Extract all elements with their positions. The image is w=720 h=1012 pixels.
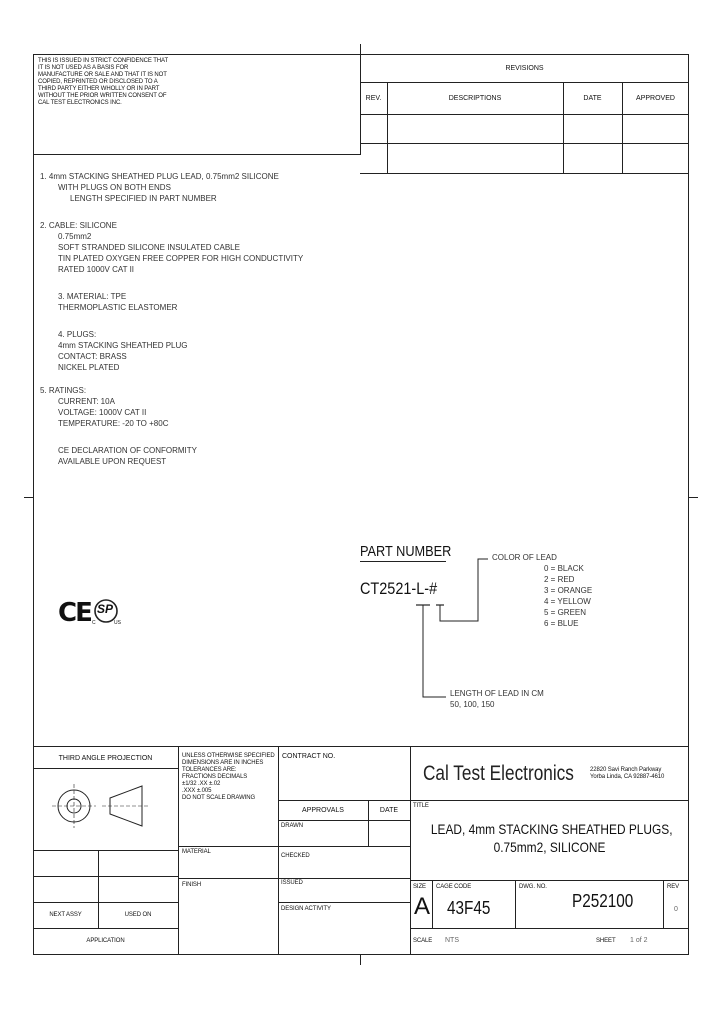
approvals-date-label: DATE	[379, 807, 399, 814]
confidentiality-notice	[38, 58, 168, 107]
title-block-top	[33, 746, 689, 747]
part-number-heading: PART NUMBER	[360, 543, 452, 560]
size-label: SIZE	[413, 884, 426, 890]
approvals-label: APPROVALS	[302, 807, 344, 814]
note-4a: 4mm STACKING SHEATHED PLUG	[58, 341, 188, 350]
company-name: Cal Test Electronics	[423, 762, 574, 785]
conf-line: THIS IS ISSUED IN STRICT CONFIDENCE THAT	[38, 58, 169, 64]
drawn-label: DRAWN	[281, 823, 303, 829]
approved-header: APPROVED	[636, 95, 675, 102]
revisions-title: REVISIONS	[505, 65, 544, 72]
note-2b: SOFT STRANDED SILICONE INSULATED CABLE	[58, 243, 240, 252]
center-tick-left	[24, 497, 33, 498]
used-on-label: USED ON	[124, 912, 152, 918]
drawing-title	[410, 820, 689, 856]
scale-label: SCALE	[413, 938, 433, 944]
conf-line: CAL TEST ELECTRONICS INC.	[38, 100, 122, 106]
descriptions-header: DESCRIPTIONS	[448, 95, 502, 102]
rev-label: REV	[667, 884, 680, 890]
issued-label: ISSUED	[281, 880, 303, 886]
scale-value: NTS	[445, 937, 459, 944]
color-option: 0 = BLACK	[544, 564, 584, 573]
color-option: 3 = ORANGE	[544, 586, 593, 595]
note-6a: AVAILABLE UPON REQUEST	[58, 457, 167, 466]
part-number-code: CT2521-L-#	[360, 579, 438, 598]
center-tick-right	[689, 497, 698, 498]
dwg-no-label: DWG. NO.	[519, 884, 547, 890]
title-line-2: 0.75mm2, SILICONE	[493, 839, 606, 855]
note-4c: NICKEL PLATED	[58, 363, 120, 372]
note-5b: VOLTAGE: 1000V CAT II	[58, 408, 147, 417]
note-5: 5. RATINGS:	[40, 386, 87, 395]
third-angle-label: THIRD ANGLE PROJECTION	[58, 755, 153, 762]
center-tick-top	[360, 44, 361, 54]
checked-label: CHECKED	[281, 853, 310, 859]
csa-mark-icon	[92, 596, 122, 630]
note-4: 4. PLUGS:	[58, 330, 97, 339]
third-angle-projection-icon	[40, 776, 170, 836]
size-value: A	[414, 893, 431, 920]
note-1c: LENGTH SPECIFIED IN PART NUMBER	[70, 194, 217, 203]
note-1: 1. 4mm STACKING SHEATHED PLUG LEAD, 0.75mm2 SILICONE	[40, 172, 279, 181]
company-address: 22820 Savi Ranch Parkway Yorba Linda, CA 92887-4610	[590, 767, 665, 780]
csa-mark-c: C	[92, 620, 96, 626]
cage-code-value: 43F45	[447, 898, 491, 918]
color-option: 4 = YELLOW	[544, 597, 591, 606]
conf-line: COPIED, REPRINTED OR DISCLOSED TO A	[38, 79, 158, 85]
length-options	[450, 688, 544, 710]
csa-mark-text: SP	[97, 602, 114, 616]
ce-mark-icon: CE	[58, 598, 91, 628]
general-notes	[40, 171, 303, 467]
next-assy-label: NEXT ASSY	[49, 912, 82, 918]
center-tick-bottom	[360, 955, 361, 965]
rev-value: 0	[674, 906, 678, 913]
conf-divider-h	[33, 154, 360, 155]
title-line-1: LEAD, 4mm STACKING SHEATHED PLUGS,	[430, 821, 673, 837]
color-option: 2 = RED	[544, 575, 575, 584]
sheet-value: 1 of 2	[630, 937, 648, 944]
date-header: DATE	[583, 95, 602, 102]
note-6: CE DECLARATION OF CONFORMITY	[58, 446, 197, 455]
note-2: 2. CABLE: SILICONE	[40, 221, 117, 230]
note-3: 3. MATERIAL: TPE	[58, 292, 127, 301]
note-5a: CURRENT: 10A	[58, 397, 115, 406]
length-values: 50, 100, 150	[450, 700, 495, 709]
color-option: 6 = BLUE	[544, 619, 579, 628]
cage-code-label: CAGE CODE	[436, 884, 472, 890]
note-4b: CONTACT: BRASS	[58, 352, 127, 361]
length-title: LENGTH OF LEAD IN CM	[450, 689, 544, 698]
material-label: MATERIAL	[182, 849, 211, 855]
finish-label: FINISH	[182, 882, 202, 888]
note-2a: 0.75mm2	[58, 232, 92, 241]
sheet-label: SHEET	[596, 938, 616, 944]
contract-no-label: CONTRACT NO.	[282, 753, 336, 760]
conf-line: WITHOUT THE PRIOR WRITTEN CONSENT OF	[38, 93, 167, 99]
color-title: COLOR OF LEAD	[492, 553, 557, 562]
title-label: TITLE	[413, 803, 429, 809]
conf-line: MANUFACTURE OR SALE AND THAT IT IS NOT	[38, 72, 167, 78]
design-activity-label: DESIGN ACTIVITY	[281, 906, 331, 912]
note-5c: TEMPERATURE: -20 TO +80C	[58, 419, 169, 428]
conf-line: THIRD PARTY EITHER WHOLLY OR IN PART	[38, 86, 160, 92]
color-options	[492, 552, 592, 629]
note-2c: TIN PLATED OXYGEN FREE COPPER FOR HIGH CONDUCTIVITY	[58, 254, 304, 263]
note-1b: WITH PLUGS ON BOTH ENDS	[58, 183, 171, 192]
conf-line: IT IS NOT USED AS A BASIS FOR	[38, 65, 129, 71]
application-label: APPLICATION	[86, 938, 125, 944]
dwg-no-value: P252100	[572, 891, 634, 911]
note-3a: THERMOPLASTIC ELASTOMER	[58, 303, 178, 312]
csa-mark-us: US	[114, 620, 121, 626]
note-2d: RATED 1000V CAT II	[58, 265, 135, 274]
rev-header: REV.	[365, 95, 382, 102]
color-option: 5 = GREEN	[544, 608, 587, 617]
tolerance-block: UNLESS OTHERWISE SPECIFIED DIMENSIONS ARE IN INCHES TOLERANCES ARE: FRACTIONS DECIMALS ±1/32 .XX ±.02 .XXX ±.005 DO NOT SCALE DRAWING	[182, 753, 275, 801]
